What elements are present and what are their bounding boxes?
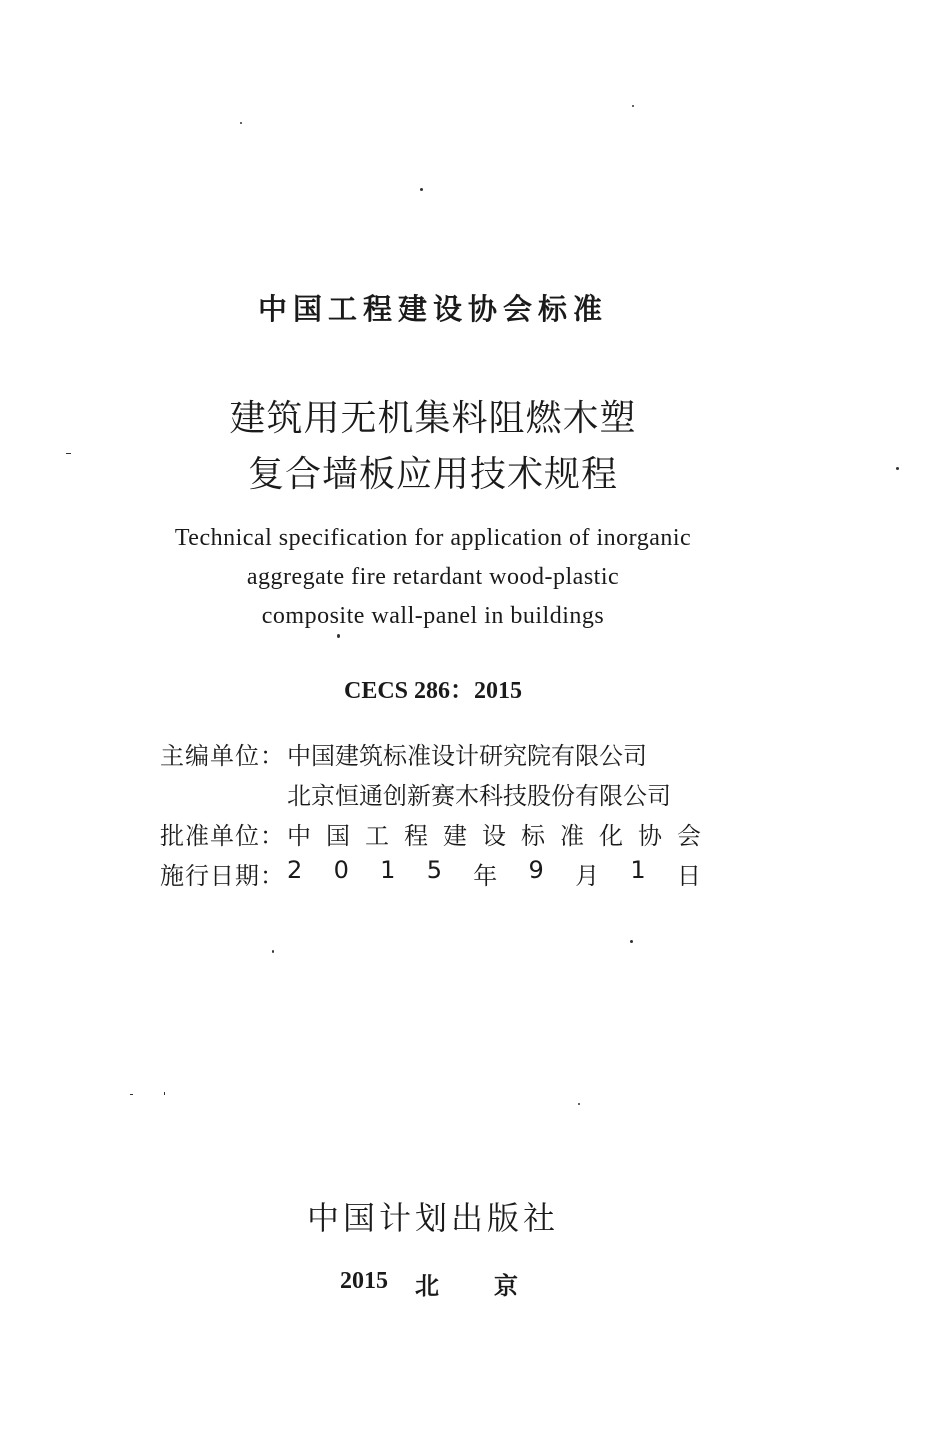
editor-org-1: 中国建筑标准设计研究院有限公司	[287, 742, 647, 770]
approver-char: 建	[443, 822, 467, 850]
date-char: 年	[473, 862, 498, 890]
scan-speck	[66, 453, 71, 454]
date-char: 日	[676, 862, 701, 890]
date-char: 月	[575, 862, 600, 890]
scan-speck	[896, 467, 899, 470]
standard-series-heading: 中国工程建设协会标准	[257, 292, 608, 326]
approver-org	[287, 816, 701, 851]
scan-speck	[578, 1103, 580, 1105]
editor-label: 主编单位：	[160, 742, 285, 770]
approver-char: 准	[560, 822, 584, 850]
date-char: 1	[630, 856, 646, 884]
date-char: 0	[333, 856, 349, 884]
approver-char: 化	[599, 822, 623, 850]
date-char: 9	[528, 856, 544, 884]
effective-date	[287, 856, 701, 891]
editor-org-2: 北京恒通创新赛木科技股份有限公司	[287, 782, 671, 810]
publisher-name: 中国计划出版社	[306, 1199, 559, 1237]
approver-char: 设	[482, 822, 506, 850]
approver-label: 批准单位：	[160, 822, 285, 850]
scan-speck	[632, 105, 634, 107]
scan-speck	[630, 940, 633, 943]
approver-char: 中	[287, 822, 311, 850]
date-char: 1	[380, 856, 396, 884]
title-en-line-1: Technical specification for application of inorganic	[174, 525, 692, 551]
approver-char: 程	[404, 822, 428, 850]
scan-speck	[130, 1094, 133, 1095]
approver-char: 协	[638, 822, 662, 850]
effective-date-label: 施行日期：	[160, 862, 285, 890]
scan-speck	[420, 188, 423, 191]
title-en-line-3: composite wall-panel in buildings	[261, 603, 605, 629]
approver-char: 会	[677, 822, 701, 850]
publish-place-char: 北	[415, 1272, 439, 1300]
scan-speck	[272, 950, 274, 953]
approver-char: 工	[365, 822, 389, 850]
date-char: 5	[426, 856, 442, 884]
date-char: 2	[287, 856, 303, 884]
scan-speck	[164, 1092, 165, 1095]
publish-place	[415, 1266, 518, 1301]
publish-place-char: 京	[494, 1272, 518, 1300]
title-cn-line-2: 复合墙板应用技术规程	[247, 454, 618, 495]
approver-char: 标	[521, 822, 545, 850]
approver-char: 国	[326, 822, 350, 850]
scan-speck	[240, 122, 242, 124]
title-cn-line-1: 建筑用无机集料阻燃木塑	[229, 398, 637, 439]
title-en-line-2: aggregate fire retardant wood-plastic	[246, 564, 620, 590]
standard-code: CECS 286：2015	[343, 678, 523, 704]
publish-year: 2015	[340, 1268, 388, 1294]
scan-speck	[337, 634, 340, 638]
